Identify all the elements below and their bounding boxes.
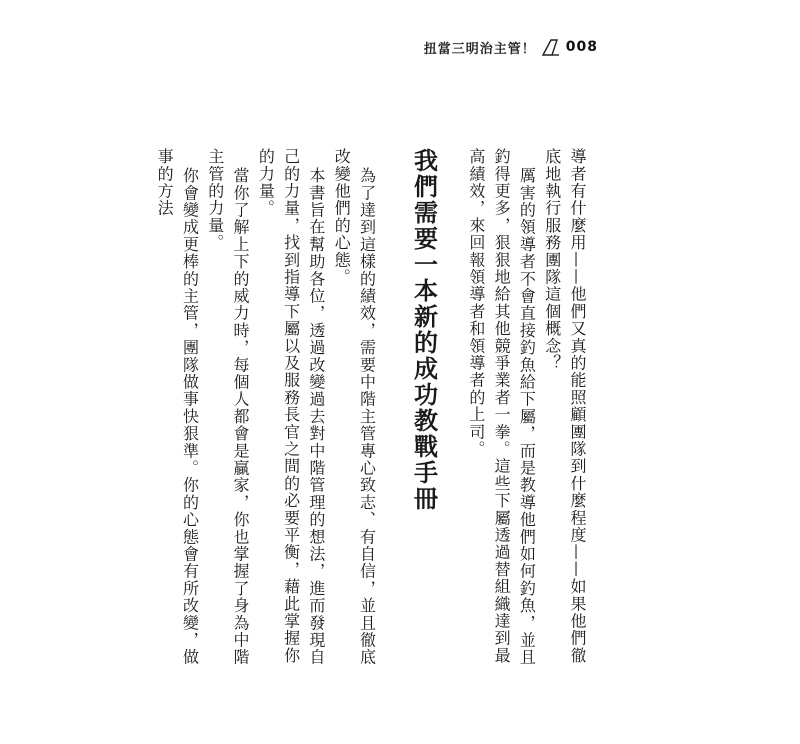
vertical-body-text xyxy=(155,148,590,668)
paragraph-4: 本書旨在幫助各位，透過改變過去對中階管理的想法，進而發現自己的力量，找到指導下屬以及服務長官之間的必要平衡，藉此掌握你的力量。 xyxy=(256,148,326,666)
paragraph-3: 為了達到這樣的績效，需要中階主管專心致志、有自信，並且徹底改變他們的心態。 xyxy=(332,148,377,666)
book-page-icon xyxy=(540,36,562,58)
page-number: 008 xyxy=(565,39,598,55)
paragraph-1: 導者有什麼用——他們又真的能照顧團隊到什麼程度——如果他們徹底地執行服務團隊這個概念？ xyxy=(542,148,587,664)
paragraph-5: 當你了解上下的威力時，每個人都會是贏家，你也掌握了身為中階主管的力量。 xyxy=(205,148,251,666)
paragraph-2: 厲害的領導者不會直接釣魚給下屬，而是教導他們如何釣魚，並且釣得更多，狠狠地給其他競爭業者一拳。這些下屬透過替組織達到最高績效，來回報領導者和領導者的上司。 xyxy=(466,148,537,666)
section-heading: 我們需要一本新的成功教戰手冊 xyxy=(409,148,438,512)
paragraph-6: 你會變成更棒的主管，團隊做事快狠準。你的心態會有所改變，做事的方法 xyxy=(155,148,200,666)
book-title: 扭當三明治主管！ xyxy=(423,41,536,57)
running-header xyxy=(424,36,598,58)
